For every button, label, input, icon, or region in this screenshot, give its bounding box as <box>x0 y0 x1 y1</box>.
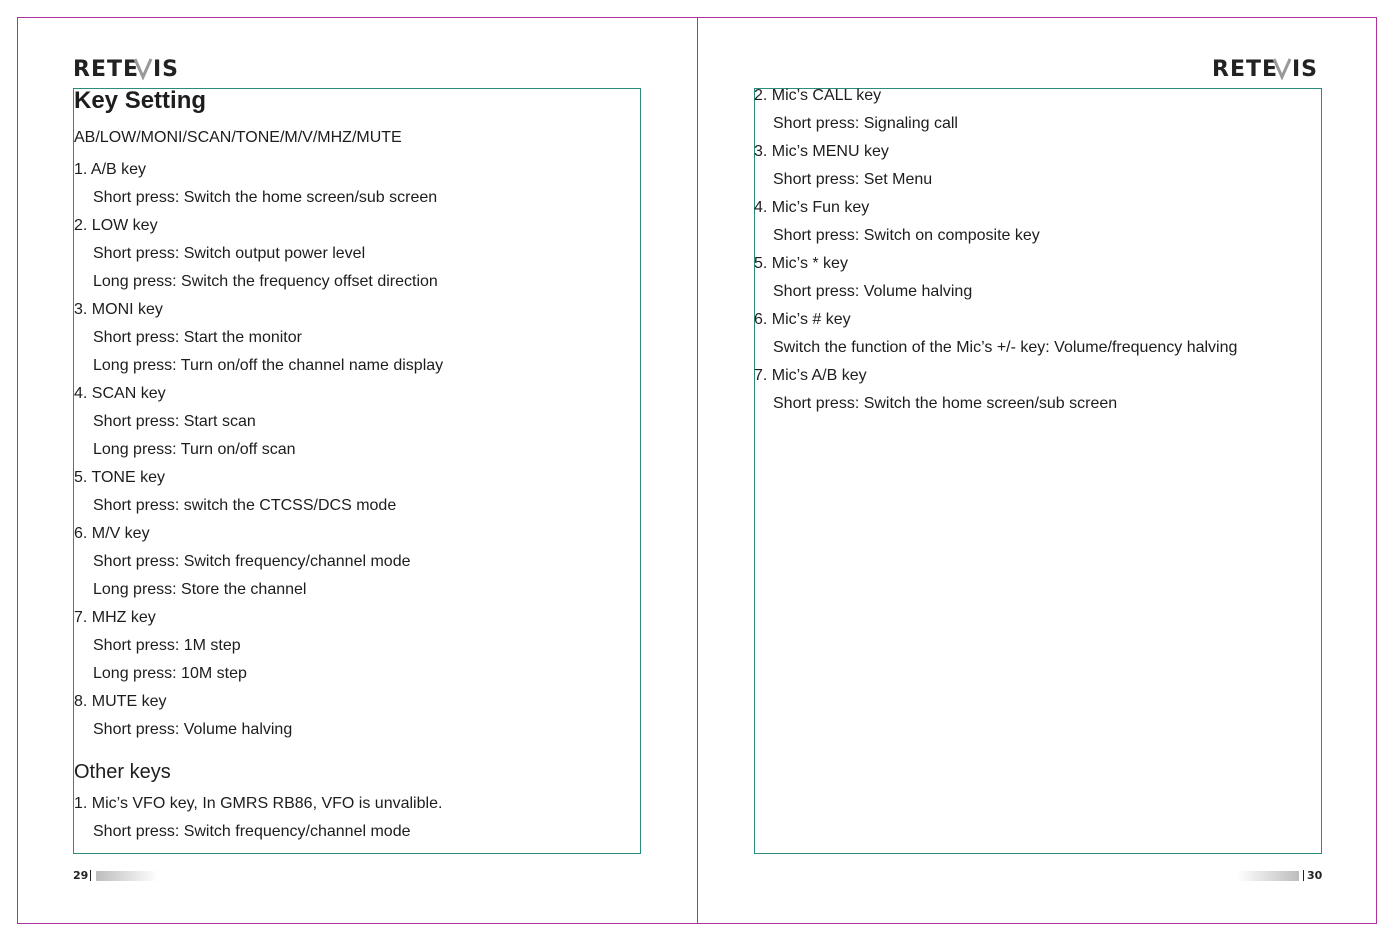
key-item-desc: Short press: Switch output power level <box>93 245 366 262</box>
key-item-desc: Short press: Switch frequency/channel mode <box>93 823 411 840</box>
key-list: AB/LOW/MONI/SCAN/TONE/M/V/MHZ/MUTE <box>74 129 402 146</box>
key-item-title: 3. MONI key <box>74 301 163 318</box>
retevis-logo-left <box>73 56 183 80</box>
key-item-title: 1. A/B key <box>74 161 147 178</box>
key-item-desc: Short press: Switch on composite key <box>773 227 1040 244</box>
key-item-desc: Short press: Signaling call <box>773 115 958 132</box>
page-title: Key Setting <box>74 87 207 114</box>
retevis-logo-right <box>1212 56 1322 80</box>
key-item-desc: Short press: Switch frequency/channel mode <box>93 553 411 570</box>
key-item-desc: Long press: Turn on/off the channel name display <box>93 357 444 374</box>
page-spine-divider <box>697 17 698 924</box>
key-item-title: 2. LOW key <box>74 217 158 234</box>
key-item-title: 4. Mic’s Fun key <box>754 199 870 216</box>
key-item-title: 7. Mic’s A/B key <box>754 367 867 384</box>
page-number-separator-left <box>90 870 91 881</box>
key-item-desc: Long press: 10M step <box>93 665 247 682</box>
key-item-desc: Short press: Set Menu <box>773 171 933 188</box>
key-item-desc: Long press: Turn on/off scan <box>93 441 296 458</box>
key-item-title: 4. SCAN key <box>74 385 166 402</box>
key-item-title: 5. TONE key <box>74 469 165 486</box>
key-item-title: 6. M/V key <box>74 525 150 542</box>
key-item-title: 5. Mic’s * key <box>754 255 848 272</box>
key-item-desc: Short press: Start the monitor <box>93 329 302 346</box>
key-item-title: 3. Mic’s MENU key <box>754 143 889 160</box>
retevis-logo-right-mark <box>1212 56 1322 80</box>
retevis-logo-left-mark <box>73 56 183 80</box>
key-item-desc: Short press: Start scan <box>93 413 256 430</box>
key-item-desc: Long press: Switch the frequency offset direction <box>93 273 438 290</box>
key-item-title: 8. MUTE key <box>74 693 167 710</box>
page-number-separator-right <box>1303 870 1304 881</box>
key-item-desc: Short press: Switch the home screen/sub screen <box>93 189 438 206</box>
key-item-title: 7. MHZ key <box>74 609 156 626</box>
key-item-title: 6. Mic’s # key <box>754 311 851 328</box>
svg-text:RETE: RETE <box>73 57 140 80</box>
footer-gradient-bar-left <box>96 871 158 881</box>
key-item-desc: Short press: switch the CTCSS/DCS mode <box>93 497 397 514</box>
key-item-desc: Long press: Store the channel <box>93 581 307 598</box>
other-keys-heading: Other keys <box>74 761 171 783</box>
key-item-desc: Short press: Volume halving <box>773 283 973 300</box>
svg-text:RETE: RETE <box>1212 57 1279 80</box>
key-item-desc: Short press: Switch the home screen/sub screen <box>773 395 1118 412</box>
key-item-title: 1. Mic’s VFO key, In GMRS RB86, VFO is unvalible. <box>74 795 443 812</box>
footer-gradient-bar-right <box>1237 871 1299 881</box>
key-item-desc: Switch the function of the Mic’s +/- key: Volume/frequency halving <box>773 339 1238 356</box>
key-item-desc: Short press: 1M step <box>93 637 241 654</box>
svg-text:IS: IS <box>153 57 180 80</box>
key-item-title: 2. Mic’s CALL key <box>754 87 882 104</box>
page-number-left: 29 <box>73 869 89 882</box>
svg-text:IS: IS <box>1292 57 1319 80</box>
page-number-right: 30 <box>1307 869 1323 882</box>
key-item-desc: Short press: Volume halving <box>93 721 293 738</box>
